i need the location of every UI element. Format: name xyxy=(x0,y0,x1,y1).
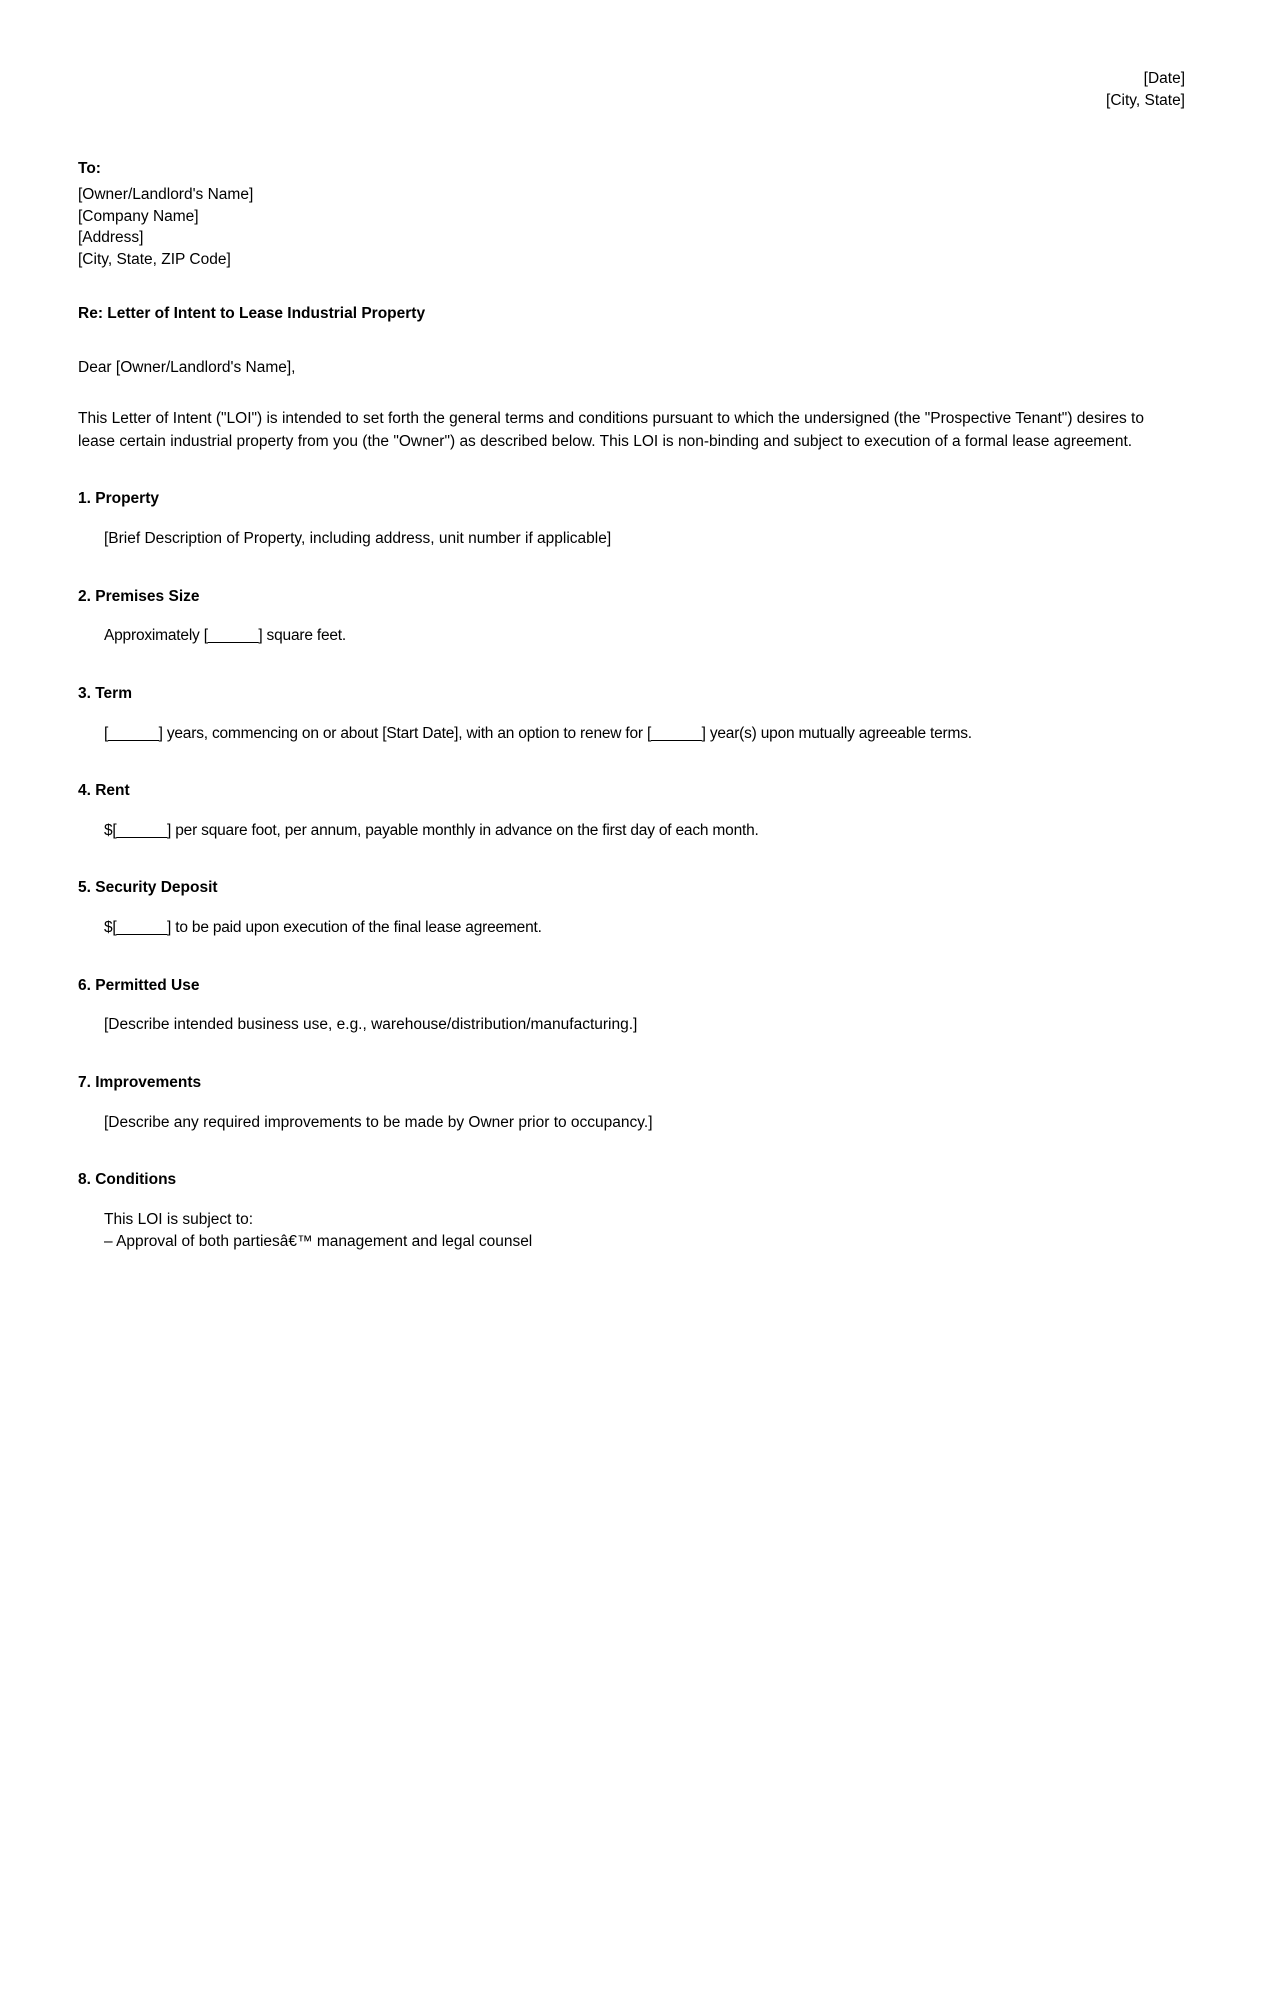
section-heading: 3. Term xyxy=(78,684,132,702)
section-heading: 4. Rent xyxy=(78,782,130,800)
document-body xyxy=(78,68,1185,1254)
recipient-line-address: [Address] xyxy=(78,229,144,247)
section-heading: 7. Improvements xyxy=(78,1073,202,1091)
section-security-deposit xyxy=(78,878,1185,939)
section-property xyxy=(78,489,1185,550)
section-body xyxy=(104,1209,1185,1254)
section-body: $[______] per square foot, per annum, payable monthly in advance on the first day of each month. xyxy=(104,821,759,839)
section-body: [Describe any required improvements to be made by Owner prior to occupancy.] xyxy=(104,1113,653,1131)
salutation: Dear [Owner/Landlord's Name], xyxy=(78,358,296,376)
section-body: [Describe intended business use, e.g., warehouse/distribution/manufacturing.] xyxy=(104,1016,638,1034)
section-conditions xyxy=(78,1170,1185,1254)
recipient-line-city-state-zip: [City, State, ZIP Code] xyxy=(78,250,231,268)
intro-paragraph: This Letter of Intent ("LOI") is intended to set forth the general terms and conditions pursuant to which the undersigned (the "Prospective Tenant") desires to lease certain industrial property from you (the "Owner") as described below. This LOI is non-binding and subject to execution of a formal lease agreement. xyxy=(78,410,1144,450)
section-body: [______] years, commencing on or about [Start Date], with an option to renew for [______] year(s) upon mutually agreeable terms. xyxy=(104,724,972,742)
recipient-block xyxy=(78,158,1185,270)
recipient-to-label: To: xyxy=(78,160,101,177)
conditions-item-approval: – Approval of both partiesâ€™ management and legal counsel xyxy=(104,1233,533,1251)
section-heading: 8. Conditions xyxy=(78,1170,177,1188)
section-improvements xyxy=(78,1073,1185,1134)
recipient-line-name: [Owner/Landlord's Name] xyxy=(78,186,254,204)
section-body: $[______] to be paid upon execution of the final lease agreement. xyxy=(104,919,542,937)
header-location: [City, State] xyxy=(1106,92,1185,109)
recipient-line-company: [Company Name] xyxy=(78,207,199,225)
section-body: Approximately [______] square feet. xyxy=(104,627,347,645)
document-header xyxy=(78,68,1185,112)
section-term xyxy=(78,684,1185,745)
section-heading: 1. Property xyxy=(78,490,159,508)
section-heading: 6. Permitted Use xyxy=(78,976,200,994)
conditions-intro: This LOI is subject to: xyxy=(104,1210,254,1228)
header-date: [Date] xyxy=(1143,70,1185,87)
subject-line: Re: Letter of Intent to Lease Industrial Property xyxy=(78,304,426,322)
section-body: [Brief Description of Property, including address, unit number if applicable] xyxy=(104,530,612,548)
section-heading: 2. Premises Size xyxy=(78,587,200,605)
section-heading: 5. Security Deposit xyxy=(78,879,218,897)
section-premises-size xyxy=(78,587,1185,648)
section-rent xyxy=(78,781,1185,842)
section-permitted-use xyxy=(78,976,1185,1037)
